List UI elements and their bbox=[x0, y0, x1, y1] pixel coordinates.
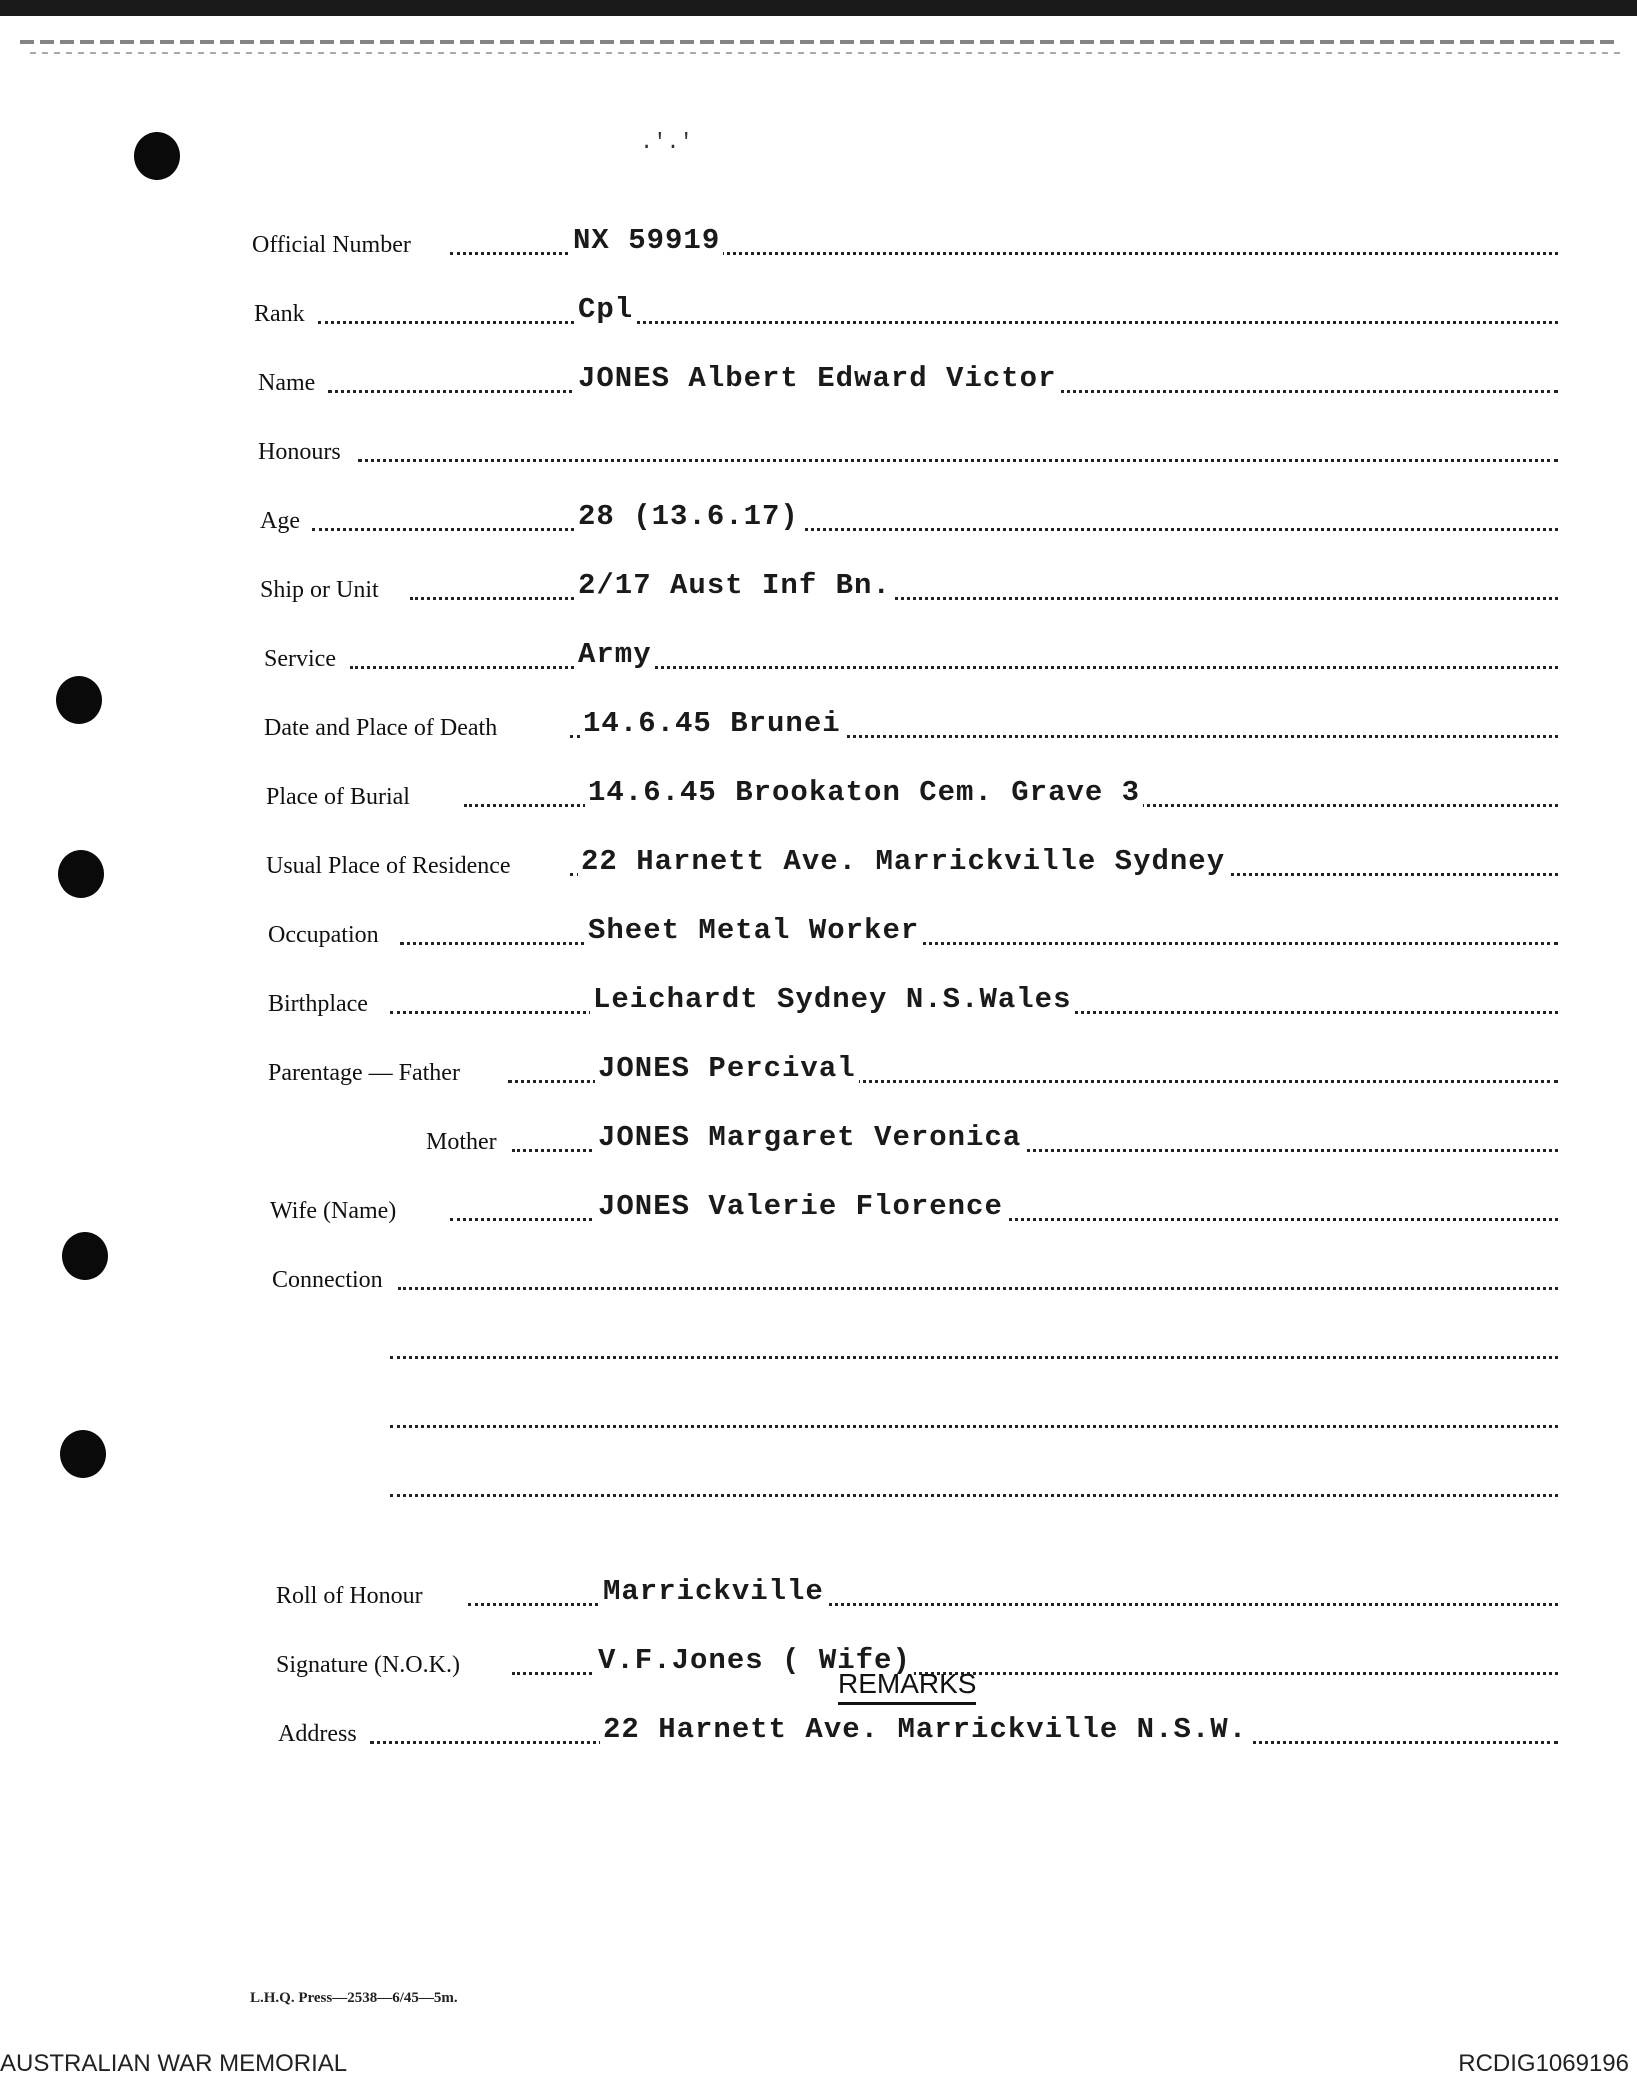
punch-hole bbox=[134, 132, 180, 180]
stray-mark: .'.' bbox=[640, 130, 693, 155]
scan-edge-artifact bbox=[30, 52, 1620, 54]
field-label: Honours bbox=[258, 439, 341, 465]
institution-name: AUSTRALIAN WAR MEMORIAL bbox=[0, 2050, 348, 2077]
print-code: L.H.Q. Press—2538—6/45—5m. bbox=[250, 1990, 458, 2006]
field-label: Roll of Honour bbox=[276, 1583, 423, 1609]
field-value: 14.6.45 Brunei bbox=[580, 707, 844, 740]
remarks-heading: REMARKS bbox=[838, 1668, 976, 1705]
field-label: Name bbox=[258, 370, 316, 396]
form-row-service bbox=[250, 610, 1550, 679]
field-label: Parentage — Father bbox=[268, 1060, 460, 1086]
form-row-father bbox=[250, 1024, 1550, 1093]
form-row-ship-or-unit bbox=[250, 541, 1550, 610]
form-row-roll-of-honour bbox=[250, 1547, 1550, 1616]
field-label: Age bbox=[260, 508, 300, 534]
field-label: Wife (Name) bbox=[270, 1198, 397, 1224]
field-value: 22 Harnett Ave. Marrickville Sydney bbox=[578, 845, 1228, 878]
field-label: Date and Place of Death bbox=[264, 715, 498, 741]
punch-hole bbox=[58, 850, 104, 898]
field-label: Birthplace bbox=[268, 991, 368, 1017]
field-value: JONES Valerie Florence bbox=[595, 1190, 1006, 1223]
scan-edge-artifact bbox=[20, 40, 1620, 44]
punch-hole bbox=[56, 676, 102, 724]
punch-hole bbox=[62, 1232, 108, 1280]
field-label: Signature (N.O.K.) bbox=[276, 1652, 460, 1678]
field-value: 22 Harnett Ave. Marrickville N.S.W. bbox=[600, 1713, 1250, 1746]
form-blank-line bbox=[250, 1369, 1550, 1438]
field-value: 14.6.45 Brookaton Cem. Grave 3 bbox=[585, 776, 1143, 809]
form-row-official-number bbox=[250, 196, 1550, 265]
form-row-mother bbox=[250, 1093, 1550, 1162]
form-blank-line bbox=[250, 1300, 1550, 1369]
field-label: Usual Place of Residence bbox=[266, 853, 511, 879]
form-row-honours bbox=[250, 403, 1550, 472]
catalogue-id: RCDIG1069196 bbox=[1458, 2050, 1629, 2077]
form-row-wife bbox=[250, 1162, 1550, 1231]
field-label: Rank bbox=[254, 301, 305, 327]
form-row-usual-residence bbox=[250, 817, 1550, 886]
form-blank-line bbox=[250, 1438, 1550, 1507]
scan-top-edge bbox=[0, 0, 1637, 16]
field-value: Sheet Metal Worker bbox=[585, 914, 922, 947]
form-row-connection bbox=[250, 1231, 1550, 1300]
field-value: Cpl bbox=[575, 293, 636, 326]
form-row-age bbox=[250, 472, 1550, 541]
field-value: 28 (13.6.17) bbox=[575, 500, 802, 533]
form-row-birthplace bbox=[250, 955, 1550, 1024]
field-label: Address bbox=[278, 1721, 357, 1747]
field-value: JONES Albert Edward Victor bbox=[575, 362, 1059, 395]
field-value: V.F.Jones ( Wife) bbox=[595, 1644, 914, 1677]
field-value: JONES Percival bbox=[595, 1052, 859, 1085]
field-label: Connection bbox=[272, 1267, 383, 1293]
field-value: Army bbox=[575, 638, 655, 671]
field-value: JONES Margaret Veronica bbox=[595, 1121, 1024, 1154]
form-row-name bbox=[250, 334, 1550, 403]
field-value: NX 59919 bbox=[570, 224, 723, 257]
field-label: Mother bbox=[426, 1129, 497, 1155]
field-label: Official Number bbox=[252, 232, 411, 258]
service-record-form bbox=[250, 196, 1550, 1754]
field-label: Occupation bbox=[268, 922, 379, 948]
field-value: Marrickville bbox=[600, 1575, 827, 1608]
form-row-date-place-of-death bbox=[250, 679, 1550, 748]
form-row-occupation bbox=[250, 886, 1550, 955]
field-value: Leichardt Sydney N.S.Wales bbox=[590, 983, 1074, 1016]
form-row-rank bbox=[250, 265, 1550, 334]
field-value: 2/17 Aust Inf Bn. bbox=[575, 569, 894, 602]
form-row-place-of-burial bbox=[250, 748, 1550, 817]
field-label: Place of Burial bbox=[266, 784, 410, 810]
field-label: Ship or Unit bbox=[260, 577, 379, 603]
form-spacer bbox=[250, 1507, 1550, 1547]
punch-hole bbox=[60, 1430, 106, 1478]
field-label: Service bbox=[264, 646, 336, 672]
